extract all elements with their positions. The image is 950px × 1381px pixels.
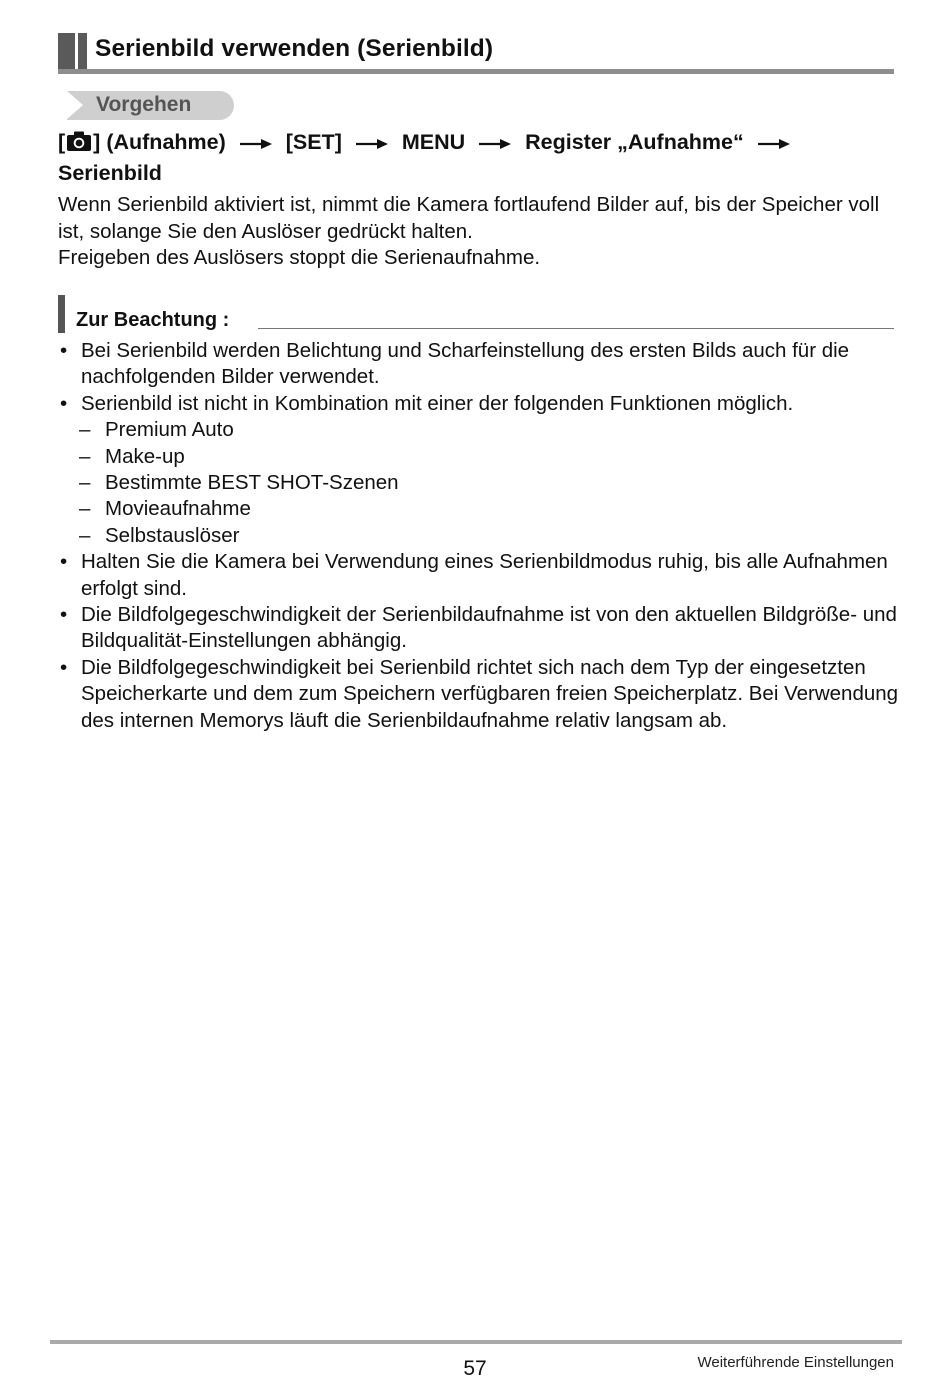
dash-icon: – bbox=[79, 418, 91, 442]
intro-text bbox=[58, 192, 898, 272]
menu-navigation-path bbox=[58, 128, 918, 187]
list-item-text: Serienbild ist nicht in Kombination mit einer der folgenden Funktionen möglich. bbox=[81, 391, 794, 415]
sub-list-item-text: Make-up bbox=[105, 444, 185, 468]
arrow-right-icon bbox=[478, 129, 512, 157]
bracket: [ bbox=[58, 130, 66, 154]
procedure-badge bbox=[59, 91, 234, 120]
dash-icon: – bbox=[79, 523, 91, 547]
nav-step-set: [SET] bbox=[285, 130, 342, 154]
bullet-icon: • bbox=[60, 655, 68, 679]
page-number: 57 bbox=[463, 1357, 487, 1380]
note-heading: Zur Beachtung : bbox=[76, 309, 230, 331]
arrow-right-icon bbox=[757, 129, 791, 157]
list-item bbox=[58, 655, 908, 734]
nav-step-aufnahme: (Aufnahme) bbox=[106, 130, 226, 154]
sub-list-item-text: Premium Auto bbox=[105, 418, 234, 442]
footer-divider bbox=[50, 1340, 902, 1344]
sub-list-item-text: Bestimmte BEST SHOT-Szenen bbox=[105, 471, 399, 495]
sub-list-item-text: Selbstauslöser bbox=[105, 523, 240, 547]
nav-step-serienbild: Serienbild bbox=[58, 161, 162, 185]
list-item bbox=[58, 338, 908, 391]
list-item-text: Bei Serienbild werden Belichtung und Scharfeinstellung des ersten Bilds auch für die nachfolgenden Bilder verwendet. bbox=[81, 339, 850, 389]
title-marker-block bbox=[78, 33, 87, 70]
camera-icon bbox=[66, 130, 92, 159]
list-item-text: Die Bildfolgegeschwindigkeit der Serienbildaufnahme ist von den aktuellen Bildgröße- und Bildqualität-Einstellungen abhängig. bbox=[81, 603, 897, 653]
note-divider bbox=[258, 328, 894, 329]
list-item bbox=[58, 391, 908, 417]
title-underline bbox=[58, 69, 894, 74]
section-title-bar bbox=[58, 33, 894, 75]
list-item bbox=[58, 549, 908, 602]
sub-list-item bbox=[58, 523, 908, 549]
list-item-text: Halten Sie die Kamera bei Verwendung eines Serienbildmodus ruhig, bis alle Aufnahmen erfolgt sind. bbox=[81, 550, 888, 600]
arrow-right-icon bbox=[355, 129, 389, 157]
procedure-label: Vorgehen bbox=[96, 93, 192, 116]
sub-list-item bbox=[58, 496, 908, 522]
arrow-right-icon bbox=[239, 129, 273, 157]
list-item bbox=[58, 602, 908, 655]
sub-list-item bbox=[58, 417, 908, 443]
nav-step-register: Register „Aufnahme“ bbox=[525, 130, 744, 154]
sub-list-item bbox=[58, 444, 908, 470]
dash-icon: – bbox=[79, 444, 91, 468]
nav-step-menu: MENU bbox=[401, 130, 466, 154]
bullet-icon: • bbox=[60, 339, 68, 362]
title-marker-block bbox=[58, 33, 75, 70]
note-marker bbox=[58, 295, 65, 333]
bracket: ] bbox=[93, 130, 101, 154]
dash-icon: – bbox=[79, 471, 91, 495]
note-list bbox=[58, 338, 908, 734]
sub-list-item bbox=[58, 470, 908, 496]
bullet-icon: • bbox=[60, 391, 68, 415]
list-item-text: Die Bildfolgegeschwindigkeit bei Serienbild richtet sich nach dem Typ der eingesetzten Speicherkarte und dem zum Speichern verfügbaren freien Speicherplatz. Bei Verwendung des internen Memorys läuft die Serienbildaufnahme relativ langsam ab. bbox=[81, 655, 899, 732]
sub-list-item-text: Movieaufnahme bbox=[105, 497, 251, 521]
bullet-icon: • bbox=[60, 550, 68, 574]
bullet-icon: • bbox=[60, 603, 68, 627]
intro-paragraph: Freigeben des Auslösers stoppt die Serienaufnahme. bbox=[58, 246, 541, 269]
intro-paragraph: Wenn Serienbild aktiviert ist, nimmt die Kamera fortlaufend Bilder auf, bis der Speicher voll ist, solange Sie den Auslöser gedrückt halten. bbox=[58, 193, 880, 243]
dash-icon: – bbox=[79, 497, 91, 521]
page-title: Serienbild verwenden (Serienbild) bbox=[95, 35, 494, 62]
chevron-right-icon bbox=[67, 91, 83, 119]
footer-section-title: Weiterführende Einstellungen bbox=[697, 1354, 894, 1371]
